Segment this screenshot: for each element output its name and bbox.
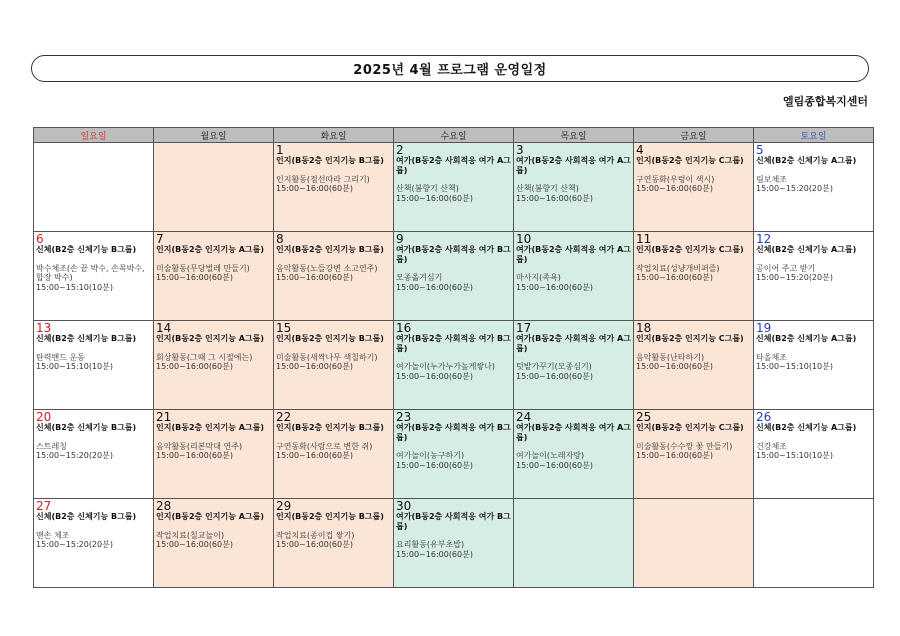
day-cell-wednesday [394,410,514,499]
activity-time: 15:00~15:10(10분) [36,282,113,292]
activity-name: 구연동화(우렁이 색시) [636,174,715,184]
calendar-table [33,127,874,588]
activity-time: 15:00~16:00(60분) [156,451,233,461]
program-name: 신체(B2층 신체기능 A그룹) [756,423,857,432]
day-number: 18 [636,321,652,335]
activity-name: 미술활동(무당벌레 만들기) [156,263,250,273]
day-cell-thursday [514,321,634,410]
day-cell-monday [154,143,274,232]
day-cell-monday [154,410,274,499]
activity-time: 15:00~16:00(60분) [156,540,233,550]
program-name: 인지(B동2층 인지기능 A그룹) [156,512,265,521]
program-name: 여가(B동2층 사회적응 여가 B그룹) [396,512,511,531]
day-cell-wednesday [394,321,514,410]
program-name: 인지(B동2층 인지기능 A그룹) [156,423,265,432]
weekday-monday: 월요일 [154,128,274,143]
activity-time: 15:00~16:00(60분) [276,540,353,550]
day-number: 25 [636,410,652,424]
activity-name: 작업치료(종이컵 쌓기) [276,530,355,540]
day-cell-sunday [34,232,154,321]
day-cell-tuesday [274,321,394,410]
day-number: 2 [396,143,404,157]
calendar-week-row [34,232,874,321]
program-name: 여가(B동2층 사회적응 여가 B그룹) [396,334,511,353]
activity-name: 산책(봄향기 산책) [396,184,459,194]
activity-name: 림보체조 [756,174,787,184]
day-number: 10 [516,232,532,246]
activity-time: 15:00~15:20(20분) [756,273,833,283]
program-name: 여가(B동2층 사회적응 여가 B그룹) [396,423,511,442]
day-cell-wednesday [394,232,514,321]
activity-name: 음악활동(리본막대 연주) [156,441,243,451]
day-number: 17 [516,321,532,335]
activity-name: 스트레칭 [36,441,67,451]
activity-time: 15:00~16:00(60분) [516,282,593,292]
day-number: 21 [156,410,172,424]
day-cell-tuesday [274,143,394,232]
program-name: 인지(B동2층 인지기능 B그룹) [276,334,384,343]
day-cell-thursday [514,410,634,499]
activity-time: 15:00~16:00(60분) [276,451,353,461]
day-cell-wednesday [394,143,514,232]
activity-time: 15:00~16:00(60분) [636,451,713,461]
activity-time: 15:00~16:00(60분) [636,362,713,372]
activity-name: 모종옮겨심기 [396,273,443,283]
activity-time: 15:00~16:00(60분) [396,549,473,559]
day-number: 16 [396,321,412,335]
activity-name: 작업치료(성냥개비퍼즐) [636,263,720,273]
activity-name: 맨손 체조 [36,530,70,540]
activity-name: 타올체조 [756,352,787,362]
activity-name: 여가놀이(누가누가높게쌓나) [396,362,495,372]
activity-time: 15:00~15:20(20분) [36,540,113,550]
organization-name: 엘림종합복지센터 [782,95,868,108]
program-name: 신체(B2층 신체기능 B그룹) [36,245,137,254]
day-number: 19 [756,321,772,335]
activity-time: 15:00~16:00(60분) [396,193,473,203]
activity-name: 마사지(족욕) [516,273,561,283]
program-name: 인지(B동2층 인지기능 B그룹) [276,245,384,254]
program-name: 신체(B2층 신체기능 A그룹) [756,156,857,165]
day-cell-tuesday [274,410,394,499]
activity-time: 15:00~16:00(60분) [636,273,713,283]
day-cell-saturday [754,143,874,232]
day-number: 30 [396,499,412,513]
day-number: 12 [756,232,772,246]
program-name: 신체(B2층 신체기능 A그룹) [756,245,857,254]
activity-time: 15:00~16:00(60분) [516,460,593,470]
day-cell-saturday [754,321,874,410]
day-cell-sunday [34,321,154,410]
activity-time: 15:00~16:00(60분) [516,371,593,381]
program-name: 인지(B동2층 인지기능 C그룹) [636,245,744,254]
title-banner [31,55,869,82]
day-cell-sunday [34,143,154,232]
program-name: 신체(B2층 신체기능 B그룹) [36,512,137,521]
activity-time: 15:00~16:00(60분) [516,193,593,203]
day-number: 8 [276,232,284,246]
activity-name: 작업치료(칠교놀이) [156,530,225,540]
day-cell-monday [154,499,274,588]
activity-name: 회상활동(그때 그 시절에는) [156,352,253,362]
weekday-thursday: 목요일 [514,128,634,143]
activity-time: 15:00~16:00(60분) [276,184,353,194]
activity-name: 공이어 주고 받기 [756,263,816,273]
activity-name: 요리활동(유부초밥) [396,540,465,550]
day-cell-saturday [754,410,874,499]
day-number: 3 [516,143,524,157]
activity-name: 텃밭가꾸기(모종심기) [516,362,592,372]
activity-time: 15:00~15:20(20분) [756,184,833,194]
activity-time: 15:00~15:20(20분) [36,451,113,461]
activity-time: 15:00~16:00(60분) [276,362,353,372]
activity-name: 음악활동(노들강변 소고연주) [276,263,378,273]
activity-name: 구연동화(사람으로 변한 쥐) [276,441,373,451]
activity-time: 15:00~16:00(60분) [156,273,233,283]
activity-time: 15:00~15:10(10분) [756,451,833,461]
day-cell-friday [634,499,754,588]
calendar-week-row [34,321,874,410]
day-number: 15 [276,321,292,335]
program-name: 인지(B동2층 인지기능 C그룹) [636,334,744,343]
day-number: 11 [636,232,652,246]
day-number: 7 [156,232,164,246]
weekday-sunday: 일요일 [34,128,154,143]
activity-time: 15:00~15:10(10분) [756,362,833,372]
activity-name: 건강체조 [756,441,787,451]
day-cell-monday [154,321,274,410]
program-name: 인지(B동2층 인지기능 C그룹) [636,423,744,432]
activity-name: 여가놀이(농구하기) [396,451,465,461]
program-name: 인지(B동2층 인지기능 A그룹) [156,334,265,343]
activity-time: 15:00~16:00(60분) [276,273,353,283]
day-cell-monday [154,232,274,321]
activity-name: 산책(봄향기 산책) [516,184,579,194]
calendar-week-row [34,143,874,232]
day-number: 22 [276,410,292,424]
program-name: 인지(B동2층 인지기능 A그룹) [156,245,265,254]
day-cell-friday [634,232,754,321]
calendar-week-row [34,410,874,499]
day-number: 23 [396,410,412,424]
day-number: 13 [36,321,52,335]
activity-time: 15:00~15:10(10분) [36,362,113,372]
day-number: 29 [276,499,292,513]
day-cell-friday [634,410,754,499]
program-name: 신체(B2층 신체기능 B그룹) [36,423,137,432]
activity-name: 탄력밴드 운동 [36,352,85,362]
activity-name: 미술활동(새싹나무 색칠하기) [276,352,378,362]
weekday-friday: 금요일 [634,128,754,143]
day-cell-saturday [754,232,874,321]
program-name: 여가(B동2층 사회적응 여가 A그룹) [516,423,631,442]
day-cell-sunday [34,499,154,588]
activity-name: 음악활동(난타하기) [636,352,705,362]
day-cell-saturday [754,499,874,588]
activity-time: 15:00~16:00(60분) [156,362,233,372]
activity-name: 인지활동(점선따라 그리기) [276,174,370,184]
day-cell-wednesday [394,499,514,588]
program-name: 인지(B동2층 인지기능 B그룹) [276,156,384,165]
program-name: 여가(B동2층 사회적응 여가 A그룹) [516,245,631,264]
activity-name: 박수체조(손 끝 박수, 손목박수, 합장 박수) [36,263,145,283]
program-name: 인지(B동2층 인지기능 C그룹) [636,156,744,165]
weekday-saturday: 토요일 [754,128,874,143]
program-name: 인지(B동2층 인지기능 B그룹) [276,512,384,521]
program-name: 신체(B2층 신체기능 A그룹) [756,334,857,343]
program-name: 여가(B동2층 사회적응 여가 A그룹) [516,334,631,353]
day-cell-thursday [514,499,634,588]
day-number: 20 [36,410,52,424]
weekday-tuesday: 화요일 [274,128,394,143]
activity-time: 15:00~16:00(60분) [396,460,473,470]
day-number: 27 [36,499,52,513]
weekday-header-row [34,128,874,143]
day-number: 24 [516,410,532,424]
day-number: 4 [636,143,644,157]
program-name: 신체(B2층 신체기능 B그룹) [36,334,137,343]
day-number: 9 [396,232,404,246]
activity-time: 15:00~16:00(60분) [396,371,473,381]
day-number: 26 [756,410,772,424]
day-cell-friday [634,143,754,232]
program-name: 여가(B동2층 사회적응 여가 B그룹) [396,245,511,264]
program-name: 인지(B동2층 인지기능 B그룹) [276,423,384,432]
calendar-week-row [34,499,874,588]
day-cell-thursday [514,143,634,232]
day-cell-sunday [34,410,154,499]
page-title: 2025년 4월 프로그램 운영일정 [353,63,547,78]
activity-time: 15:00~16:00(60분) [396,282,473,292]
day-number: 5 [756,143,764,157]
day-number: 28 [156,499,172,513]
day-number: 1 [276,143,284,157]
activity-time: 15:00~16:00(60분) [636,184,713,194]
activity-name: 미술활동(수수깡 꽃 만들기) [636,441,733,451]
day-number: 6 [36,232,44,246]
weekday-wednesday: 수요일 [394,128,514,143]
day-cell-tuesday [274,499,394,588]
day-cell-thursday [514,232,634,321]
day-cell-friday [634,321,754,410]
program-name: 여가(B동2층 사회적응 여가 A그룹) [396,156,511,175]
day-number: 14 [156,321,172,335]
program-name: 여가(B동2층 사회적응 여가 A그룹) [516,156,631,175]
activity-name: 여가놀이(노래자랑) [516,451,585,461]
day-cell-tuesday [274,232,394,321]
